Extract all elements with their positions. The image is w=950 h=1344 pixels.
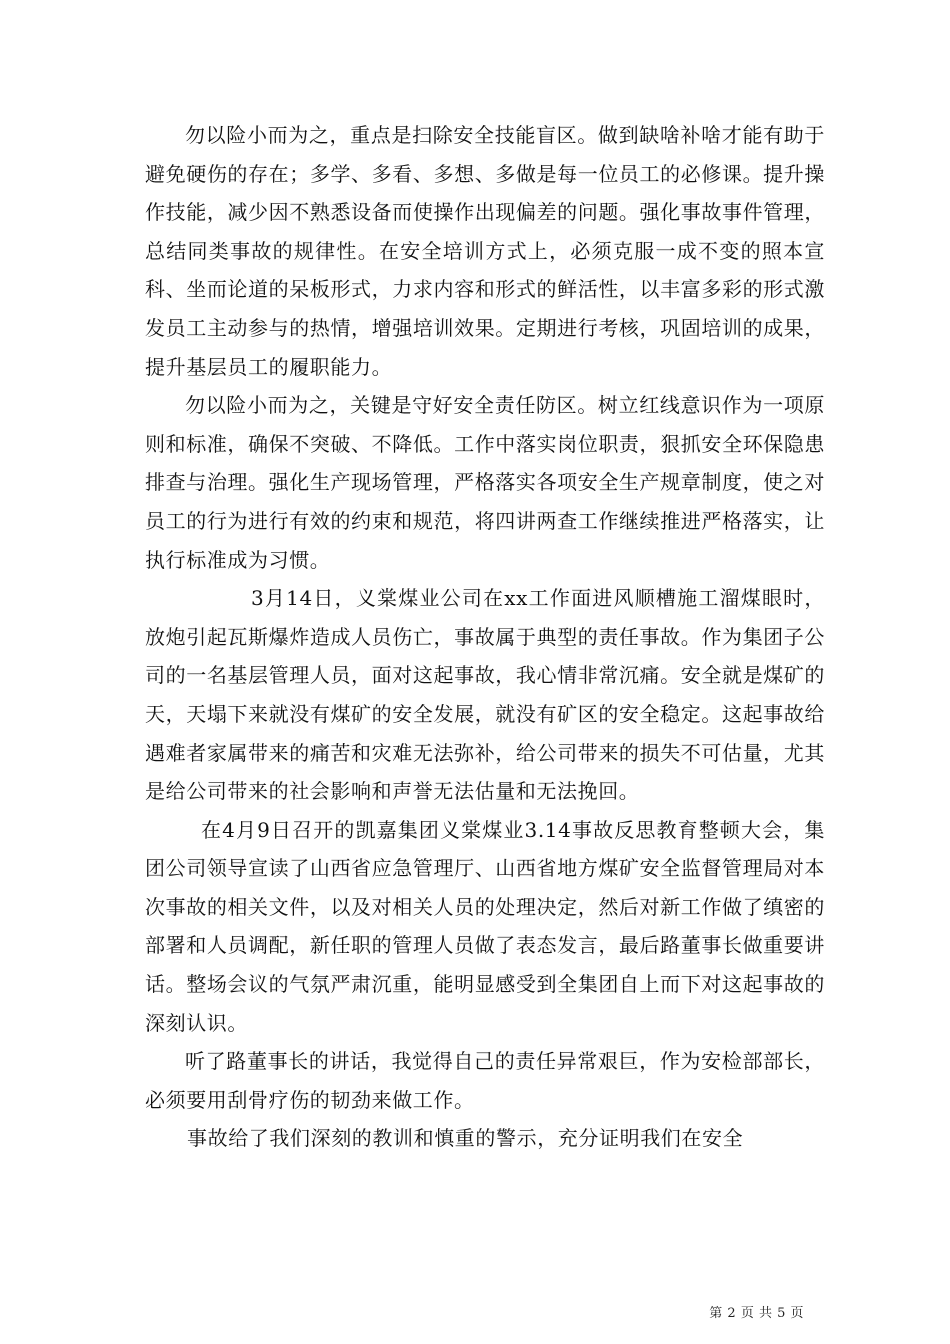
paragraph-speech: 听了路董事长的讲话，我觉得自己的责任异常艰巨，作为安检部部长，必须要用刮骨疗伤的韧劲来做工作。 bbox=[145, 1049, 825, 1112]
document-body bbox=[145, 116, 825, 1158]
page-number: 第 2 页 共 5 页 bbox=[709, 1306, 804, 1321]
paragraph-skills: 勿以险小而为之，重点是扫除安全技能盲区。做到缺啥补啥才能有助于避免硬伤的存在；多学、多看、多想、多做是每一位员工的必修课。提升操作技能，减少因不熟悉设备而使操作出现偏差的问题。强化事故事件管理，总结同类事故的规律性。在安全培训方式上，必须克服一成不变的照本宣科、坐而论道的呆板形式，力求内容和形式的鲜活性，以丰富多彩的形式激发员工主动参与的热情，增强培训效果。定期进行考核，巩固培训的成果，提升基层员工的履职能力。 bbox=[145, 123, 825, 379]
paragraph-accident: 3月14日，义棠煤业公司在xx工作面进风顺槽施工溜煤眼时，放炮引起瓦斯爆炸造成人员伤亡，事故属于典型的责任事故。作为集团子公司的一名基层管理人员，面对这起事故，我心情非常沉痛。安全就是煤矿的天，天塌下来就没有煤矿的安全发展，就没有矿区的安全稳定。这起事故给遇难者家属带来的痛苦和灾难无法弥补，给公司带来的损失不可估量，尤其是给公司带来的社会影响和声誉无法估量和无法挽回。 bbox=[145, 586, 825, 804]
paragraph-responsibility: 勿以险小而为之，关键是守好安全责任防区。树立红线意识作为一项原则和标准，确保不突破、不降低。工作中落实岗位职责，狠抓安全环保隐患排查与治理。强化生产现场管理，严格落实各项安全生产规章制度，使之对员工的行为进行有效的约束和规范，将四讲两查工作继续推进严格落实，让执行标准成为习惯。 bbox=[145, 393, 825, 572]
paragraph-lesson: 事故给了我们深刻的教训和慎重的警示，充分证明我们在安全 bbox=[187, 1126, 744, 1151]
paragraph-meeting: 在4月9日召开的凯嘉集团义棠煤业3.14事故反思教育整顿大会，集团公司领导宣读了山西省应急管理厅、山西省地方煤矿安全监督管理局对本次事故的相关文件，以及对相关人员的处理决定，然后对新工作做了缜密的部署和人员调配，新任职的管理人员做了表态发言，最后路董事长做重要讲话。整场会议的气氛严肃沉重，能明显感受到全集团自上而下对这起事故的深刻认识。 bbox=[145, 817, 825, 1035]
